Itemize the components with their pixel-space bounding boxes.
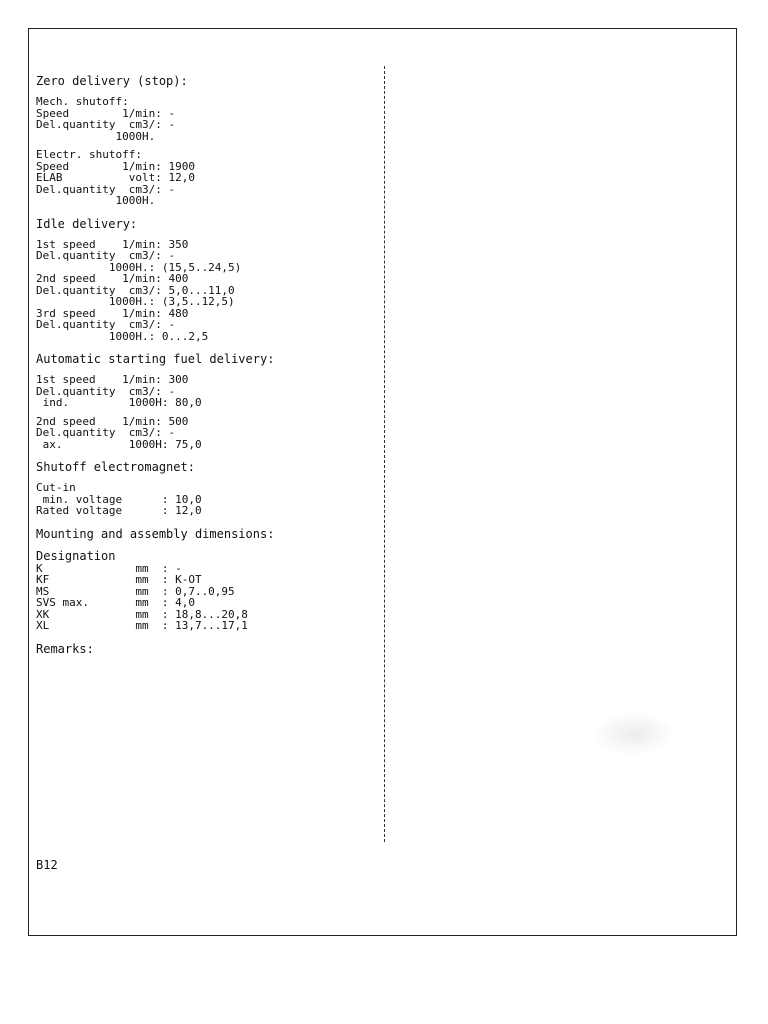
- starting-line: 1st speed 1/min: 300: [36, 373, 189, 386]
- dimension-row: K mm : -: [36, 561, 182, 575]
- idle-delivery-title: Idle delivery:: [36, 216, 138, 231]
- mech-shutoff-title: Mech. shutoff:: [36, 95, 129, 108]
- mounting-title: Mounting and assembly dimensions:: [36, 526, 275, 541]
- starting-line: 2nd speed 1/min: 500: [36, 414, 189, 428]
- idle-line: 1000H.: (3,5..12,5): [36, 295, 235, 308]
- dimension-row: SVS max. mm : 4,0: [36, 596, 195, 609]
- electromagnet-line: Rated voltage : 12,0: [36, 504, 202, 517]
- starting-line: ind. 1000H: 80,0: [36, 396, 202, 409]
- electr-line: Speed 1/min: 1900: [36, 159, 195, 173]
- electr-shutoff-title: Electr. shutoff:: [36, 148, 142, 161]
- starting-delivery-title: Automatic starting fuel delivery:: [36, 352, 275, 366]
- dimension-row: XL mm : 13,7...17,1: [36, 619, 248, 632]
- zero-delivery-title: Zero delivery (stop):: [36, 74, 188, 88]
- mech-line: 1000H.: [36, 129, 156, 143]
- electromagnet-line: min. voltage : 10,0: [36, 492, 202, 506]
- electr-line: 1000H.: [36, 194, 156, 207]
- idle-line: Del.quantity cm3/: -: [36, 318, 176, 331]
- idle-line: Del.quantity cm3/: 5,0...11,0: [36, 283, 235, 297]
- left-column: [36, 74, 376, 656]
- dimension-row: MS mm : 0,7..0,95: [36, 584, 235, 598]
- electromagnet-title: Shutoff electromagnet:: [36, 460, 195, 474]
- electr-line: ELAB volt: 12,0: [36, 171, 195, 184]
- dimension-row: XK mm : 18,8...20,8: [36, 607, 248, 621]
- page-id: B12: [36, 858, 58, 872]
- remarks-title: Remarks:: [36, 641, 94, 656]
- idle-line: Del.quantity cm3/: -: [36, 249, 176, 262]
- designation-header: Designation: [36, 548, 116, 563]
- starting-line: Del.quantity cm3/: -: [36, 384, 176, 398]
- starting-line: Del.quantity cm3/: -: [36, 426, 176, 439]
- electr-line: Del.quantity cm3/: -: [36, 182, 176, 196]
- idle-line: 1st speed 1/min: 350: [36, 237, 189, 251]
- idle-line: 1000H.: (15,5..24,5): [36, 260, 242, 274]
- idle-line: 2nd speed 1/min: 400: [36, 272, 189, 285]
- dimension-row: KF mm : K-OT: [36, 573, 202, 586]
- scan-artifact: [592, 712, 676, 756]
- electromagnet-line: Cut-in: [36, 481, 76, 494]
- starting-line: ax. 1000H: 75,0: [36, 437, 202, 451]
- column-divider: [384, 66, 385, 842]
- mech-line: Speed 1/min: -: [36, 106, 176, 120]
- mech-line: Del.quantity cm3/: -: [36, 118, 176, 131]
- idle-line: 3rd speed 1/min: 480: [36, 306, 189, 320]
- idle-line: 1000H.: 0...2,5: [36, 329, 209, 343]
